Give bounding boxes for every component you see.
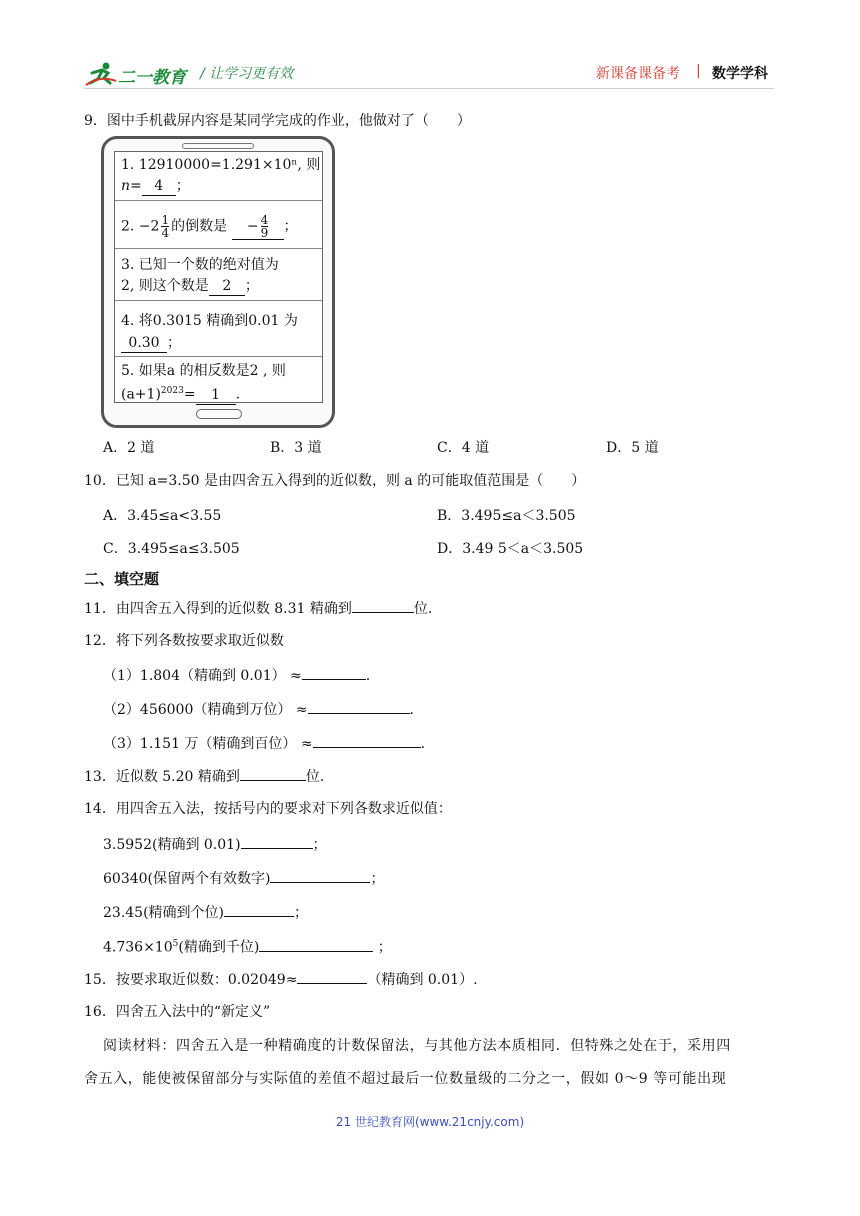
q10-option-a: A．3.45≤a<3.55 (103, 508, 222, 524)
q16-stem: 16．四舍五入法中的“新定义” (84, 1004, 271, 1020)
phone-item3-answer: 2 (209, 277, 245, 296)
q14-item (103, 935, 392, 957)
phone-item1-end: ； (175, 178, 190, 194)
q15-blank (297, 969, 367, 984)
phone-item4-end: ； (167, 335, 181, 351)
q9-stem: 9．图中手机截屏内容是某同学完成的作业，他做对了（ ） (84, 113, 471, 129)
phone-item2-frac-num: 1 (161, 213, 170, 227)
phone-item5-answer: 1 (196, 386, 236, 405)
phone-item2-frac-den: 4 (161, 226, 170, 240)
q12-item-text: （1）1.804（精确到 0.01） ≈ (103, 668, 302, 684)
q14-item-blank (224, 902, 294, 917)
phone-item2-answer-den: 9 (260, 226, 269, 240)
brand-name: 二一教育 (118, 68, 186, 88)
phone-item2-pre: 2. −2 (121, 218, 160, 235)
section-heading: 二、填空题 (84, 570, 160, 588)
q14-item-text: 23.45(精确到个位) (103, 905, 225, 921)
q12-item-end: . (420, 736, 426, 752)
q14-item-exponent: 5 (172, 939, 179, 949)
q12-item-end: . (365, 668, 371, 684)
phone-speaker (182, 143, 254, 149)
q13-blank (240, 766, 306, 781)
phone-item5-line2 (121, 382, 240, 405)
q14-item (103, 902, 308, 922)
q12-item-text: （2）456000（精确到万位） ≈ (103, 702, 308, 718)
footer-source: 21 世纪教育网(www.21cnjy.com) (335, 1115, 525, 1129)
phone-item2-end: ； (283, 218, 298, 235)
q14-item-end: ； (370, 871, 385, 887)
q12-item (103, 699, 414, 719)
q9-option-c: C．4 道 (437, 440, 490, 456)
q12-item-blank (313, 733, 421, 748)
q14-item-text-2: (精确到千位) (178, 939, 260, 956)
q14-item-text: 3.5952(精确到 0.01) (103, 837, 241, 853)
q9-option-d: D．5 道 (606, 440, 659, 456)
q10-option-b: B．3.495≤a＜3.505 (437, 508, 576, 524)
phone-item3-line1: 3. 已知一个数的绝对值为 (121, 257, 279, 273)
q10-option-d: D．3.49 5＜a＜3.505 (437, 541, 584, 557)
q14-item-blank (270, 868, 370, 883)
q12-item (103, 733, 425, 753)
header-subject-label: 数学学科 (712, 66, 768, 82)
phone-item2-mid: 的倒数是 (171, 218, 228, 235)
q11-blank (352, 598, 414, 613)
q11-post: 位. (413, 601, 433, 617)
q14-item-blank (259, 937, 373, 952)
phone-item2-answer-num: 4 (260, 213, 269, 227)
phone-divider (115, 356, 322, 357)
phone-item4-answer: 0.30 (121, 334, 167, 353)
q13 (84, 766, 324, 786)
q14-item-text: 4.736×10 (103, 939, 173, 956)
phone-item3-line2 (121, 277, 259, 296)
q12-item-blank (308, 699, 410, 714)
q12-item-end: . (409, 702, 414, 718)
q12-item-blank (302, 665, 366, 680)
q11-pre: 11．由四舍五入得到的近似数 8.31 精确到 (84, 601, 352, 617)
phone-item5-eq: = (183, 386, 196, 403)
phone-item3-pre: 2, 则这个数是 (121, 278, 209, 294)
q13-post: 位. (305, 769, 325, 785)
phone-item5-exp: 2023 (160, 386, 184, 396)
q15-pre: 15．按要求取近似数：0.02049≈ (84, 972, 298, 988)
phone-item1-line2 (121, 177, 190, 196)
phone-item2 (121, 214, 298, 240)
q9-option-a: A．2 道 (103, 440, 155, 456)
q12-item (103, 665, 370, 685)
q14-item (103, 868, 384, 888)
q14-item-end: ； (312, 837, 327, 853)
header-separator: | (696, 63, 701, 79)
q14-item-end: ； (294, 905, 309, 921)
q10-stem: 10．已知 a=3.50 是由四舍五入得到的近似数，则 a 的可能取值范围是（ ） (84, 473, 586, 489)
phone-item5-pre: (a+1) (121, 386, 161, 403)
phone-item5-line1: 5. 如果a 的相反数是2 , 则 (121, 363, 286, 379)
phone-home-button (196, 409, 242, 419)
q12-stem: 12．将下列各数按要求取近似数 (84, 633, 284, 649)
header-course-label: 新课备课备考 (596, 66, 680, 82)
q16-paragraph-line: 阅读材料：四舍五入是一种精确度的计数保留法，与其他方法本质相同．但特殊之处在于，采用四 (103, 1038, 731, 1054)
phone-item1-n: n= (121, 178, 142, 194)
phone-item4-line1: 4. 将0.3015 精确到0.01 为 (121, 313, 298, 329)
phone-item5-end: . (235, 386, 241, 403)
q15-post: （精确到 0.01）. (367, 972, 478, 988)
q12-item-text: （3）1.151 万（精确到百位） ≈ (103, 736, 313, 752)
phone-divider (115, 200, 322, 201)
q10-option-c: C．3.495≤a≤3.505 (103, 541, 240, 557)
q14-stem: 14．用四舍五入法，按括号内的要求对下列各数求近似值： (84, 801, 452, 817)
phone-screenshot (101, 136, 335, 428)
q9-option-b: B．3 道 (270, 440, 322, 456)
phone-divider (115, 300, 322, 301)
q14-item-text: 60340(保留两个有效数字) (103, 871, 271, 887)
phone-item1-line1: 1. 12910000=1.291×10ⁿ, 则 (121, 157, 321, 173)
slogan: / 让学习更有效 (200, 66, 294, 82)
q16-paragraph-line: 舍五入，能使被保留部分与实际值的差值不超过最后一位数量级的二分之一，假如 0～9 等可能出现 (84, 1071, 727, 1087)
phone-item2-answer-sign: − (246, 218, 259, 235)
runner-logo-icon (84, 61, 118, 87)
phone-item3-end: ； (244, 278, 259, 294)
q14-item (103, 834, 327, 854)
q14-item-end: ； (373, 939, 392, 956)
q15 (84, 969, 478, 989)
q14-item-blank (241, 834, 313, 849)
phone-divider (115, 248, 322, 249)
q13-pre: 13．近似数 5.20 精确到 (84, 769, 240, 785)
phone-item1-answer: 4 (142, 177, 176, 196)
q11 (84, 598, 432, 618)
phone-screen (114, 151, 323, 403)
header-divider (84, 88, 774, 89)
phone-item2-answer (232, 214, 284, 240)
phone-item4-line2 (121, 334, 181, 353)
